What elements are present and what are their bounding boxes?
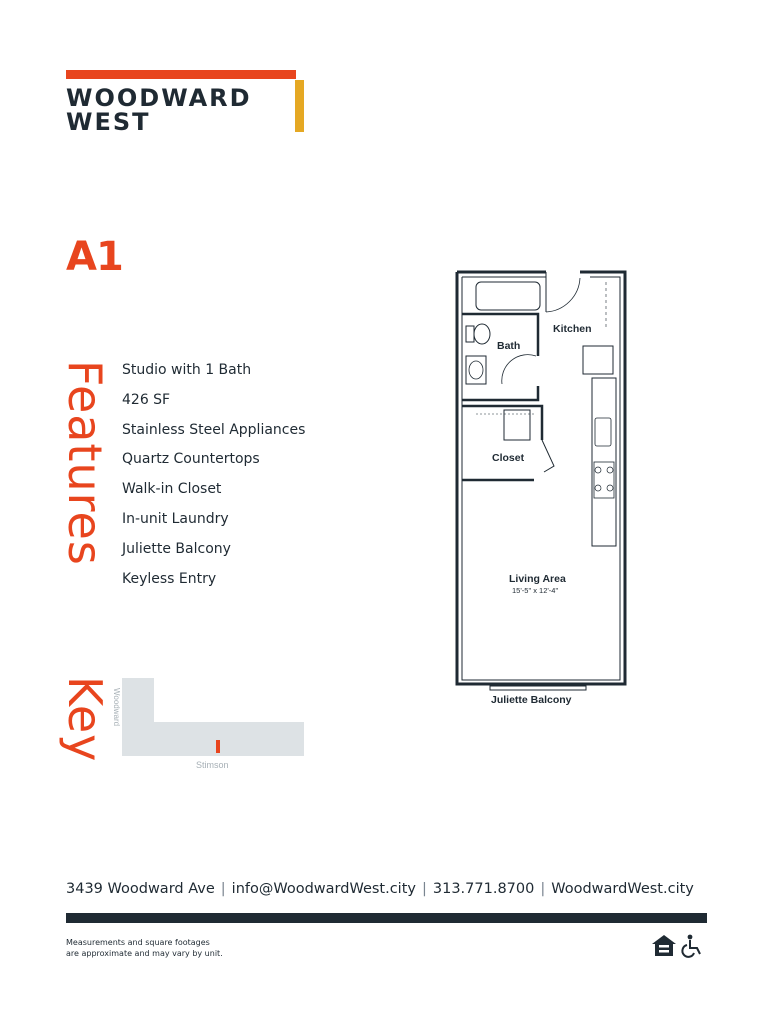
features-heading: Features [58,360,112,566]
closet-door [542,440,554,472]
unit-title: A1 [66,234,123,280]
room-label-bath: Bath [497,340,521,352]
room-label-kitchen: Kitchen [553,323,592,335]
room-label-balcony: Juliette Balcony [491,694,572,706]
street-label-stimson: Stimson [196,760,229,770]
feature-item: Studio with 1 Bath [122,362,252,378]
feature-item: 426 SF [122,391,171,408]
key-heading: Key [58,676,112,763]
equal-housing-icon [652,935,676,956]
building-footprint [122,678,304,756]
street-label-woodward: Woodward [112,688,121,727]
brand-logo [66,86,252,134]
separator: | [421,881,427,897]
feature-item: Juliette Balcony [122,540,231,557]
accessibility-icon [682,935,700,957]
feature-item: Quartz Countertops [122,451,260,468]
bathtub [476,282,540,310]
logo-line-2: WEST [66,108,151,136]
key-map [112,674,312,774]
contact-line [66,881,694,897]
burner [595,485,601,491]
address-text: 3439 Woodward Ave [66,881,215,897]
floor-plan [440,268,640,708]
feature-list [122,360,305,598]
disclaimer-line-1: Measurements and square footages [66,938,210,947]
disclaimer [66,937,223,959]
footer-bar [66,913,707,923]
kitchen-sink [595,418,611,446]
toilet [474,324,490,344]
feature-item: In-unit Laundry [122,510,229,527]
room-label-living: Living Area [509,573,566,585]
feature-item: Walk-in Closet [122,481,222,498]
living-dimensions: 15'-5" x 12'-4" [512,586,559,595]
logo-top-bar [66,70,296,79]
refrigerator [583,346,613,374]
housing-icons [650,932,706,960]
entry-door-swing [546,278,580,312]
burner [595,467,601,473]
feature-item: Stainless Steel Appliances [122,421,306,438]
washer-dryer [504,410,530,440]
outer-wall [457,272,625,684]
email-link[interactable]: info@WoodwardWest.city [231,881,416,897]
phone-link[interactable]: 313.771.8700 [432,881,535,897]
feature-item: Keyless Entry [122,570,217,587]
room-label-closet: Closet [492,452,525,464]
separator: | [540,881,546,897]
burner [607,485,613,491]
juliette-balcony-rail [490,686,586,690]
disclaimer-line-2: are approximate and may vary by unit. [66,949,223,958]
separator: | [220,881,226,897]
logo-side-bar [295,80,304,132]
logo-line-1: WOODWARD [66,84,252,112]
bath-door-swing [502,355,536,384]
unit-location-marker [216,740,220,753]
inner-wall-line [462,277,620,680]
bath-sink [469,361,483,379]
toilet-tank [466,326,474,342]
burner [607,467,613,473]
bath-wall-lower [462,386,538,400]
website-link[interactable]: WoodwardWest.city [551,881,694,897]
